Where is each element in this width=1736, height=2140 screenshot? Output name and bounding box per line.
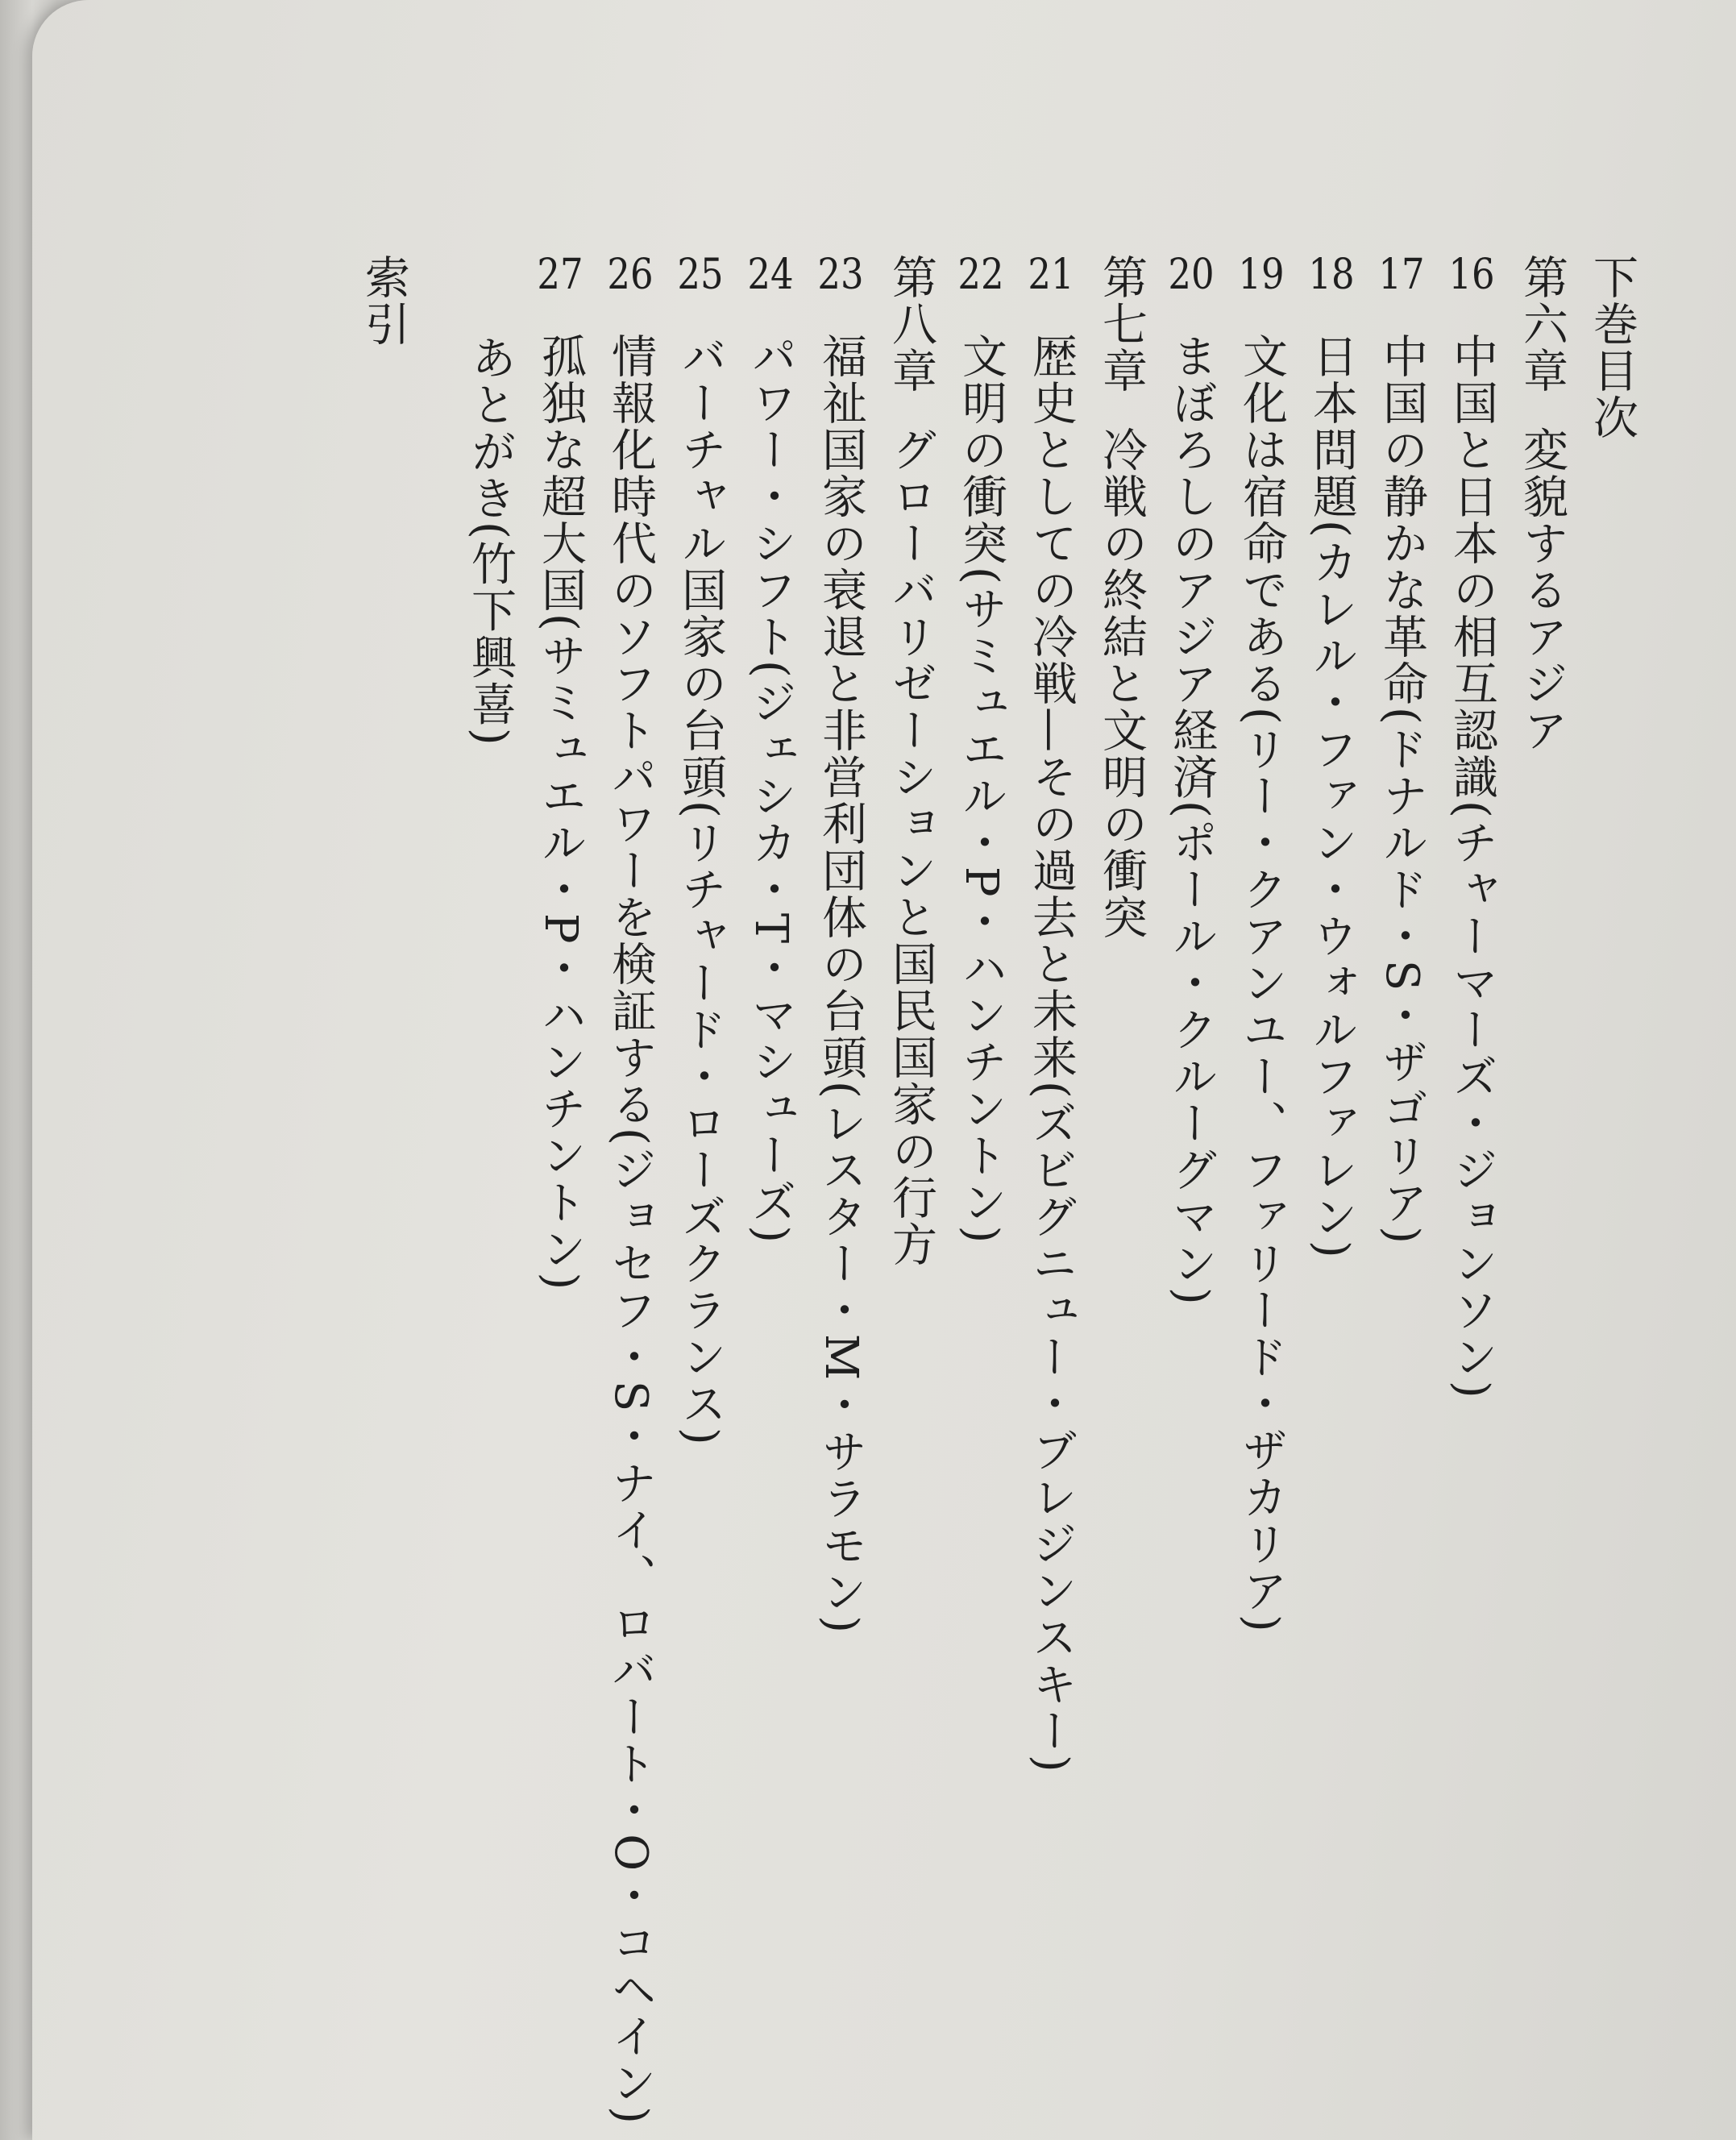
toc-entry xyxy=(673,254,728,2108)
entry-number: 17 xyxy=(1378,254,1425,296)
toc-entry xyxy=(1234,254,1289,2108)
entry-title: 歴史としての冷戦—その過去と未来(ズビグニュー・ブレジンスキー) xyxy=(1025,333,1078,1774)
index-entry: 索引 xyxy=(358,254,410,347)
entry-title: 情報化時代のソフトパワーを検証する(ジョセフ・S・ナイ、ロバート・O・コヘイン) xyxy=(604,333,657,2125)
chapter-label: 第八章 xyxy=(885,254,937,394)
entry-title: 日本問題(カレル・ファン・ウォルファレン) xyxy=(1306,333,1358,1260)
toc-entry xyxy=(743,254,798,2108)
entry-number: 19 xyxy=(1238,254,1285,296)
chapter-heading xyxy=(1514,254,1569,2108)
entry-title: パワー・シフト(ジェシカ・T・マシューズ) xyxy=(745,333,797,1245)
chapter-label: 第七章 xyxy=(1095,254,1148,394)
toc-entry xyxy=(603,254,658,2125)
entry-title: 中国と日本の相互認識(チャーマーズ・ジョンソン) xyxy=(1446,333,1498,1400)
toc-title: 下巻目次 xyxy=(1586,254,1638,441)
chapter-label: 第六章 xyxy=(1516,254,1568,394)
entry-number: 25 xyxy=(677,254,724,296)
entry-number: 21 xyxy=(1028,254,1074,296)
entry-number: 26 xyxy=(607,254,654,296)
chapter-title: グローバリゼーションと国民国家の行方 xyxy=(885,426,937,1268)
chapter-title: 冷戦の終結と文明の衝突 xyxy=(1095,426,1148,941)
entry-number: 24 xyxy=(747,254,794,296)
entry-title: 福祉国家の衰退と非営利団体の台頭(レスター・M・サラモン) xyxy=(815,333,867,1635)
chapter-heading xyxy=(1094,254,1148,2108)
entry-number: 18 xyxy=(1308,254,1355,296)
entry-title: バーチャル国家の台頭(リチャード・ローズクランス) xyxy=(675,333,727,1447)
afterword: あとがき(竹下興喜) xyxy=(464,335,517,747)
toc-entry xyxy=(813,254,868,2108)
entry-title: 中国の静かな革命(ドナルド・S・ザゴリア) xyxy=(1376,333,1428,1246)
toc-entry xyxy=(1374,254,1429,2108)
entry-title: まぼろしのアジア経済(ポール・クルーグマン) xyxy=(1165,333,1218,1307)
toc-entry xyxy=(1304,254,1359,2108)
entry-number: 16 xyxy=(1448,254,1495,296)
book-page xyxy=(32,0,1736,2140)
toc-entry xyxy=(953,254,1008,2108)
entry-number: 20 xyxy=(1168,254,1215,296)
entry-title: 孤独な超大国(サミュエル・P・ハンチントン) xyxy=(534,333,587,1292)
entry-number: 22 xyxy=(957,254,1004,296)
entry-title: 文化は宿命である(リー・クアンユー、ファリード・ザカリア) xyxy=(1236,333,1288,1634)
toc-entry xyxy=(1164,254,1219,2108)
chapter-heading xyxy=(883,254,938,2108)
toc-entry xyxy=(1444,254,1499,2108)
toc-entry xyxy=(1024,254,1078,2108)
entry-number: 27 xyxy=(537,254,584,296)
entry-title: 文明の衝突(サミュエル・P・ハンチントン) xyxy=(955,333,1007,1245)
entry-number: 23 xyxy=(817,254,864,296)
chapter-title: 変貌するアジア xyxy=(1516,426,1568,754)
toc-entry xyxy=(533,254,588,2108)
table-of-contents xyxy=(341,254,1639,2125)
